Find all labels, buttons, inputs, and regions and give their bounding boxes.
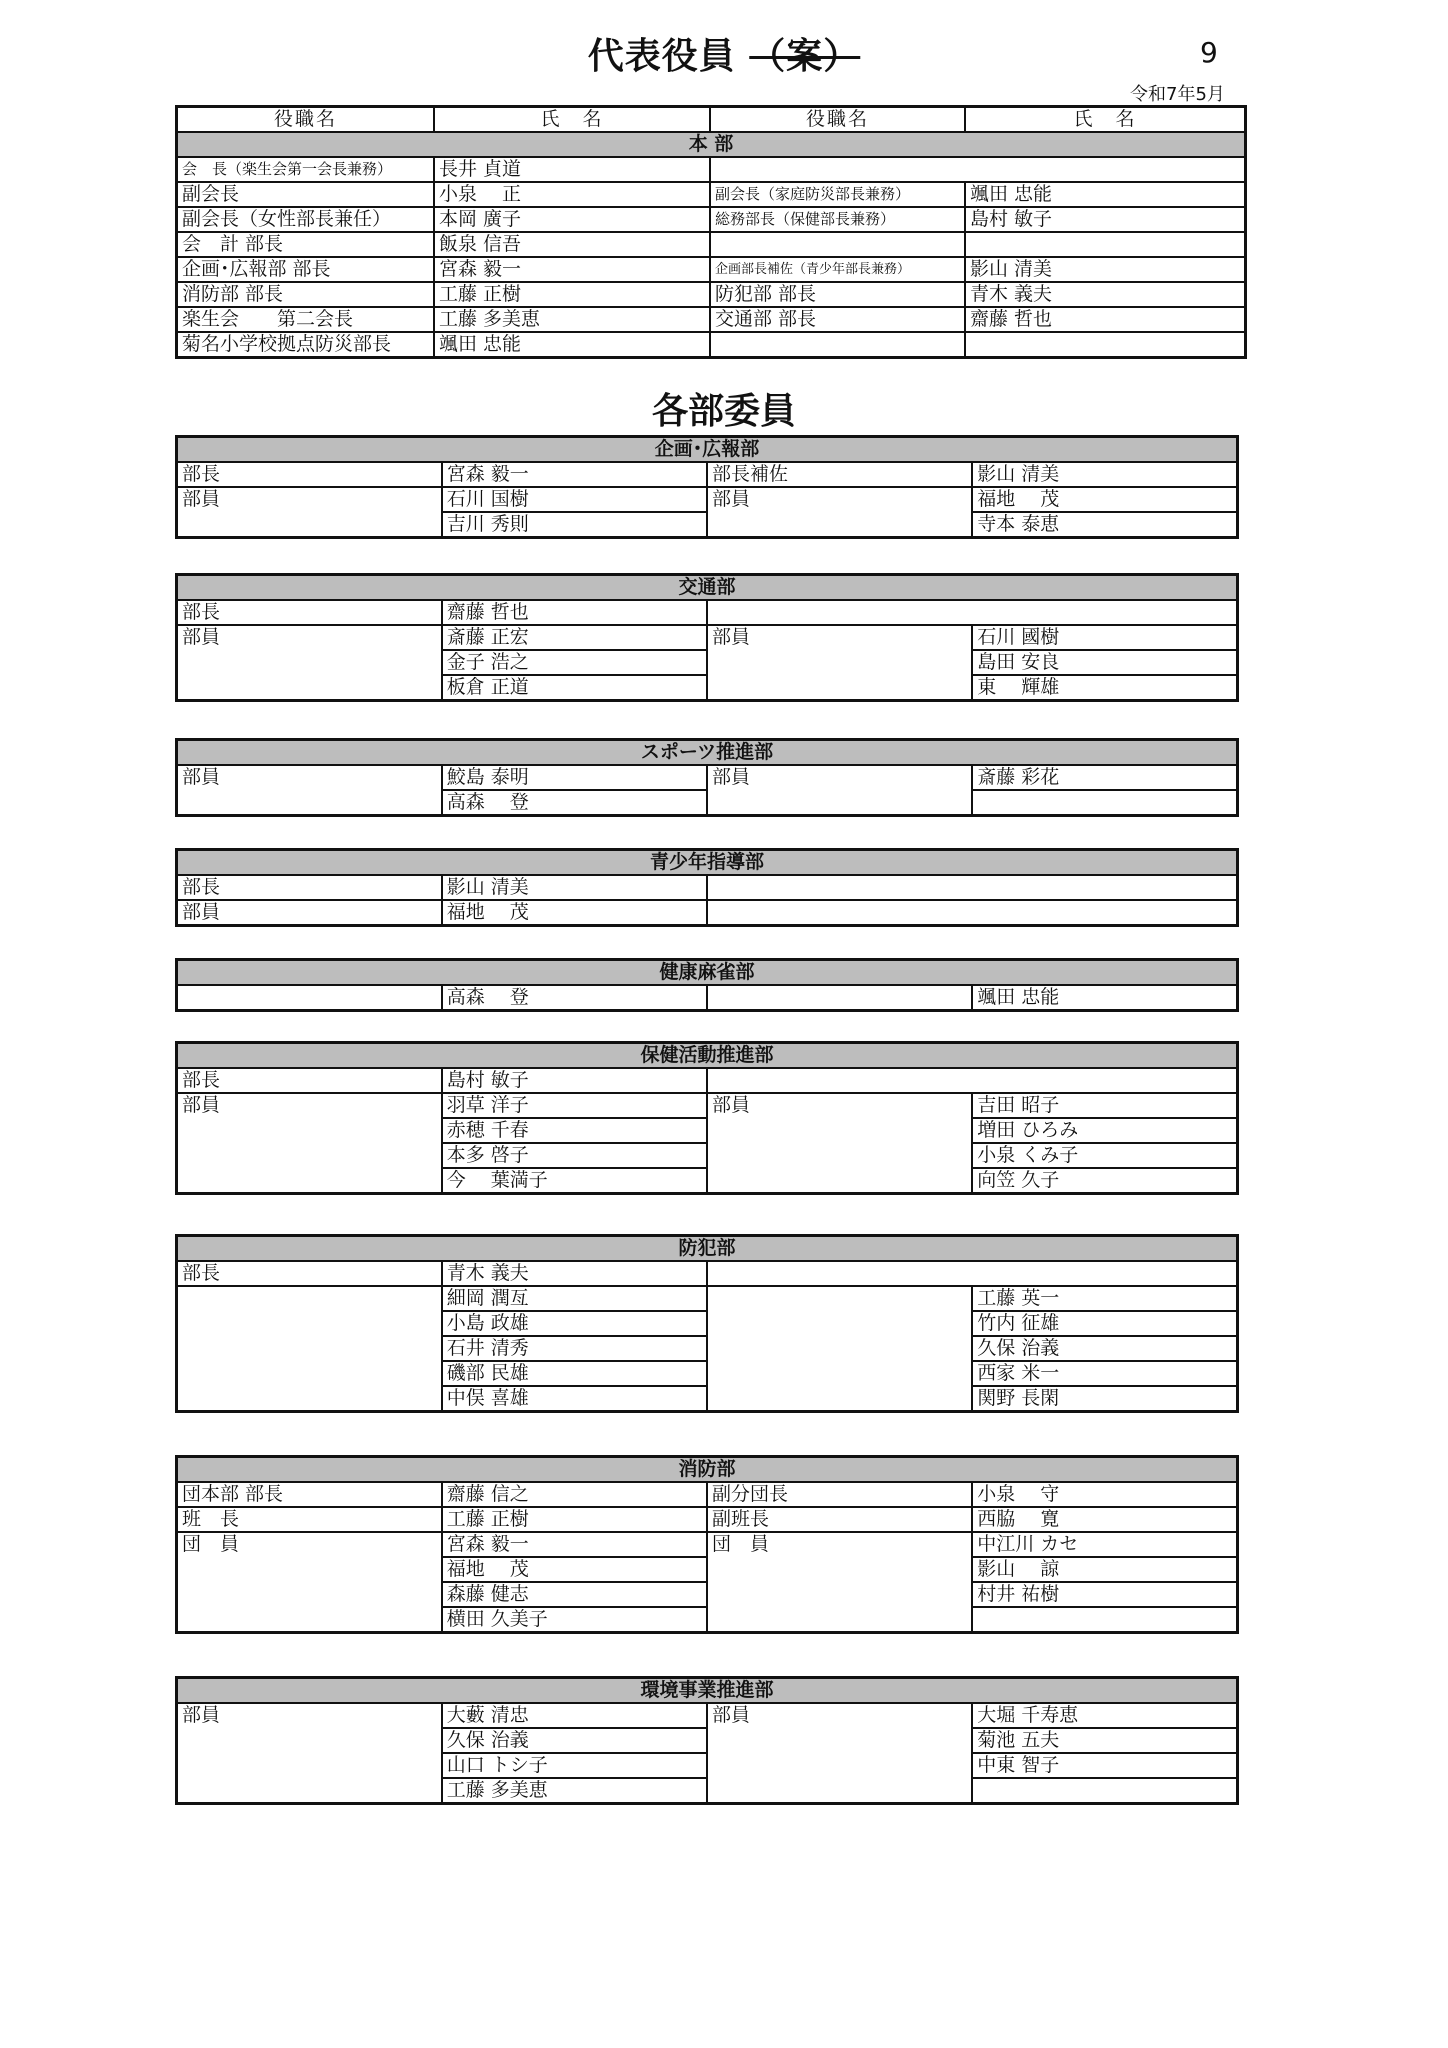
name-cell: 本岡 廣子 [434,207,710,232]
table-row [177,1386,1238,1412]
department-header: スポーツ推進部 [177,740,1238,766]
role-cell [177,1336,442,1361]
role-cell: 部員 [707,765,972,790]
name-cell: 東 輝雄 [972,675,1237,701]
name-cell: 久保 治義 [972,1336,1237,1361]
name-cell: 村井 祐樹 [972,1582,1237,1607]
name-cell: 福地 茂 [972,487,1237,512]
role-cell [177,1728,442,1753]
column-header: 役職名 [177,107,435,133]
name-cell: 中江川 カセ [972,1532,1237,1557]
role-cell [707,1582,972,1607]
name-cell: 磯部 民雄 [442,1361,707,1386]
name-cell: 高森 登 [442,790,707,816]
role-cell: 部員 [177,1093,442,1118]
name-cell: 工藤 英一 [972,1286,1237,1311]
role-cell [177,1286,442,1311]
empty-cell [707,1261,1238,1286]
role-cell [177,512,442,538]
name-cell: 齋藤 信之 [442,1482,707,1507]
department-header: 交通部 [177,575,1238,601]
role-cell: 部員 [707,1703,972,1728]
name-cell: 長井 貞道 [434,157,710,182]
name-cell: 斎藤 彩花 [972,765,1237,790]
role-cell [177,1582,442,1607]
role-cell [177,1118,442,1143]
name-cell [972,1607,1237,1633]
role-cell [707,1311,972,1336]
table-row [177,1093,1238,1118]
role-cell: 団 員 [707,1532,972,1557]
role-cell [177,1386,442,1412]
column-header: 氏 名 [965,107,1246,133]
role-cell: 部長補佐 [707,462,972,487]
role-cell [707,1728,972,1753]
table-row [177,900,1238,926]
role-cell [177,1607,442,1633]
role-cell [707,1336,972,1361]
name-cell: 高森 登 [442,985,707,1011]
name-cell: 石井 清秀 [442,1336,707,1361]
hoken-table [175,1041,1239,1195]
name-cell: 増田 ひろみ [972,1118,1237,1143]
role-cell [707,1607,972,1633]
name-cell: 板倉 正道 [442,675,707,701]
role-cell [707,1386,972,1412]
department-header: 消防部 [177,1457,1238,1483]
name-cell: 関野 長閑 [972,1386,1237,1412]
name-cell: 影山 清美 [442,875,707,900]
table-row [177,1532,1238,1557]
role-cell: 部員 [707,487,972,512]
name-cell: 影山 清美 [972,462,1237,487]
name-cell: 青木 義夫 [442,1261,707,1286]
name-cell: 島村 敏子 [965,207,1246,232]
table-row [177,1143,1238,1168]
department-header: 青少年指導部 [177,850,1238,876]
name-cell: 斎藤 正宏 [442,625,707,650]
name-cell: 小泉 守 [972,1482,1237,1507]
name-cell: 小泉 正 [434,182,710,207]
empty-cell [707,1068,1238,1093]
table-row [177,257,1246,282]
sports-table [175,738,1239,817]
empty-cell [707,600,1238,625]
column-header: 役職名 [710,107,965,133]
name-cell: 石川 國樹 [972,625,1237,650]
table-row [177,1336,1238,1361]
empty-cell [965,232,1246,257]
department-header: 健康麻雀部 [177,960,1238,986]
department-header: 防犯部 [177,1236,1238,1262]
table-row [177,157,1246,182]
role-cell [707,1778,972,1804]
role-cell: 団本部 部長 [177,1482,442,1507]
empty-cell [710,332,965,358]
role-cell: 部員 [177,625,442,650]
role-cell [707,1753,972,1778]
role-cell: 部員 [177,765,442,790]
role-cell: 楽生会 第二会長 [177,307,435,332]
column-header: 氏 名 [434,107,710,133]
role-cell: 部員 [707,625,972,650]
name-cell: 西脇 寛 [972,1507,1237,1532]
name-cell: 吉田 昭子 [972,1093,1237,1118]
table-row [177,1582,1238,1607]
role-cell [707,1168,972,1194]
name-cell [972,790,1237,816]
name-cell: 島村 敏子 [442,1068,707,1093]
page-title-struck: （案） [749,36,861,77]
role-cell: 副会長 [177,182,435,207]
table-row [177,1607,1238,1633]
role-cell [177,1168,442,1194]
department-header: 保健活動推進部 [177,1043,1238,1069]
role-cell: 企画･広報部 部長 [177,257,435,282]
role-cell [177,1778,442,1804]
name-cell: 久保 治義 [442,1728,707,1753]
name-cell: 工藤 正樹 [442,1507,707,1532]
role-cell: 菊名小学校拠点防災部長 [177,332,435,358]
name-cell: 西家 米一 [972,1361,1237,1386]
department-header: 環境事業推進部 [177,1678,1238,1704]
name-cell [972,1778,1237,1804]
table-row [177,512,1238,538]
role-cell [707,790,972,816]
table-row [177,1482,1238,1507]
name-cell: 今 葉満子 [442,1168,707,1194]
table-row [177,1311,1238,1336]
name-cell: 金子 浩之 [442,650,707,675]
role-cell: 副分団長 [707,1482,972,1507]
table-row [177,875,1238,900]
shobo-table [175,1455,1239,1634]
role-cell: 部員 [707,1093,972,1118]
table-row [177,765,1238,790]
role-cell: 企画部長補佐（青少年部長兼務） [710,257,965,282]
role-cell [707,650,972,675]
kenko-table [175,958,1239,1012]
name-cell: 颯田 忠能 [965,182,1246,207]
name-cell: 工藤 多美恵 [434,307,710,332]
role-cell [707,985,972,1011]
role-cell: 部長 [177,875,442,900]
role-cell [707,1361,972,1386]
table-row [177,1753,1238,1778]
role-cell: 部員 [177,900,442,926]
role-cell [177,1311,442,1336]
table-row [177,462,1238,487]
role-cell [177,1361,442,1386]
kankyo-table [175,1676,1239,1805]
name-cell: 大堀 千寿恵 [972,1703,1237,1728]
name-cell: 工藤 多美恵 [442,1778,707,1804]
name-cell: 赤穂 千春 [442,1118,707,1143]
role-cell [177,675,442,701]
role-cell: 部員 [177,487,442,512]
table-row [177,1728,1238,1753]
role-cell: 部長 [177,1068,442,1093]
seishonen-table [175,848,1239,927]
table-row [177,1118,1238,1143]
name-cell: 小泉 くみ子 [972,1143,1237,1168]
document-date: 令和7年5月 [1130,84,1225,105]
table-row [177,625,1238,650]
name-cell: 福地 茂 [442,900,707,926]
name-cell: 工藤 正樹 [434,282,710,307]
empty-cell [707,900,1238,926]
role-cell: 副班長 [707,1507,972,1532]
name-cell: 鮫島 泰明 [442,765,707,790]
table-row [177,182,1246,207]
role-cell: 部長 [177,462,442,487]
name-cell: 森藤 健志 [442,1582,707,1607]
role-cell [707,1118,972,1143]
name-cell: 本多 啓子 [442,1143,707,1168]
name-cell: 齋藤 哲也 [442,600,707,625]
table-row [177,1068,1238,1093]
name-cell: 影山 諒 [972,1557,1237,1582]
name-cell: 吉川 秀則 [442,512,707,538]
role-cell [707,1286,972,1311]
role-cell: 交通部 部長 [710,307,965,332]
page-title-text: 代表役員 [587,36,736,77]
bohan-table [175,1234,1239,1413]
table-row [177,1168,1238,1194]
name-cell: 青木 義夫 [965,282,1246,307]
table-row [177,1361,1238,1386]
name-cell: 細岡 潤亙 [442,1286,707,1311]
name-cell: 宮森 毅一 [442,462,707,487]
name-cell: 中俣 喜雄 [442,1386,707,1412]
table-row [177,332,1246,358]
role-cell: 部員 [177,1703,442,1728]
name-cell: 羽草 洋子 [442,1093,707,1118]
name-cell: 影山 清美 [965,257,1246,282]
name-cell: 宮森 毅一 [442,1532,707,1557]
name-cell: 寺本 泰恵 [972,512,1237,538]
role-cell [707,675,972,701]
role-cell: 会 計 部長 [177,232,435,257]
role-cell [177,650,442,675]
department-header: 企画･広報部 [177,437,1238,463]
role-cell [707,1143,972,1168]
table-row [177,985,1238,1011]
empty-cell [707,875,1238,900]
role-cell: 部長 [177,1261,442,1286]
honbu-table [175,105,1247,359]
table-row [177,1286,1238,1311]
kotsu-table [175,573,1239,702]
table-row [177,487,1238,512]
role-cell: 総務部長（保健部長兼務） [710,207,965,232]
name-cell: 中東 智子 [972,1753,1237,1778]
table-row [177,790,1238,816]
role-cell: 防犯部 部長 [710,282,965,307]
table-row [177,675,1238,701]
table-row [177,1557,1238,1582]
role-cell [177,1753,442,1778]
table-row [177,282,1246,307]
column-header-row [177,107,1246,133]
name-cell: 福地 茂 [442,1557,707,1582]
role-cell [177,1143,442,1168]
name-cell: 齋藤 哲也 [965,307,1246,332]
table-row [177,650,1238,675]
table-row [177,1778,1238,1804]
table-row [177,307,1246,332]
table-row [177,207,1246,232]
name-cell: 島田 安良 [972,650,1237,675]
role-cell [707,512,972,538]
name-cell: 竹内 征雄 [972,1311,1237,1336]
name-cell: 石川 国樹 [442,487,707,512]
page-title [0,28,1448,79]
name-cell: 山口 トシ子 [442,1753,707,1778]
empty-cell [965,332,1246,358]
role-cell: 副会長（家庭防災部長兼務） [710,182,965,207]
table-row [177,232,1246,257]
role-cell [177,1557,442,1582]
table-row [177,1703,1238,1728]
name-cell: 菊池 五夫 [972,1728,1237,1753]
kikaku-table [175,435,1239,539]
department-header: 本 部 [177,132,1246,157]
name-cell: 大藪 清忠 [442,1703,707,1728]
role-cell [707,1557,972,1582]
table-row [177,1261,1238,1286]
role-cell: 会 長（楽生会第一会長兼務） [177,157,435,182]
role-cell [177,790,442,816]
role-cell: 副会長（女性部長兼任） [177,207,435,232]
section-title: 各部委員 [651,391,796,432]
empty-cell [710,232,965,257]
role-cell: 部長 [177,600,442,625]
empty-cell [710,157,1246,182]
name-cell: 横田 久美子 [442,1607,707,1633]
role-cell [177,985,442,1011]
name-cell: 向笠 久子 [972,1168,1237,1194]
role-cell: 団 員 [177,1532,442,1557]
name-cell: 小島 政雄 [442,1311,707,1336]
table-row [177,1507,1238,1532]
role-cell: 消防部 部長 [177,282,435,307]
name-cell: 飯泉 信吾 [434,232,710,257]
role-cell: 班 長 [177,1507,442,1532]
name-cell: 宮森 毅一 [434,257,710,282]
name-cell: 颯田 忠能 [434,332,710,358]
table-row [177,600,1238,625]
page-number: 9 [1200,36,1218,69]
name-cell: 颯田 忠能 [972,985,1237,1011]
